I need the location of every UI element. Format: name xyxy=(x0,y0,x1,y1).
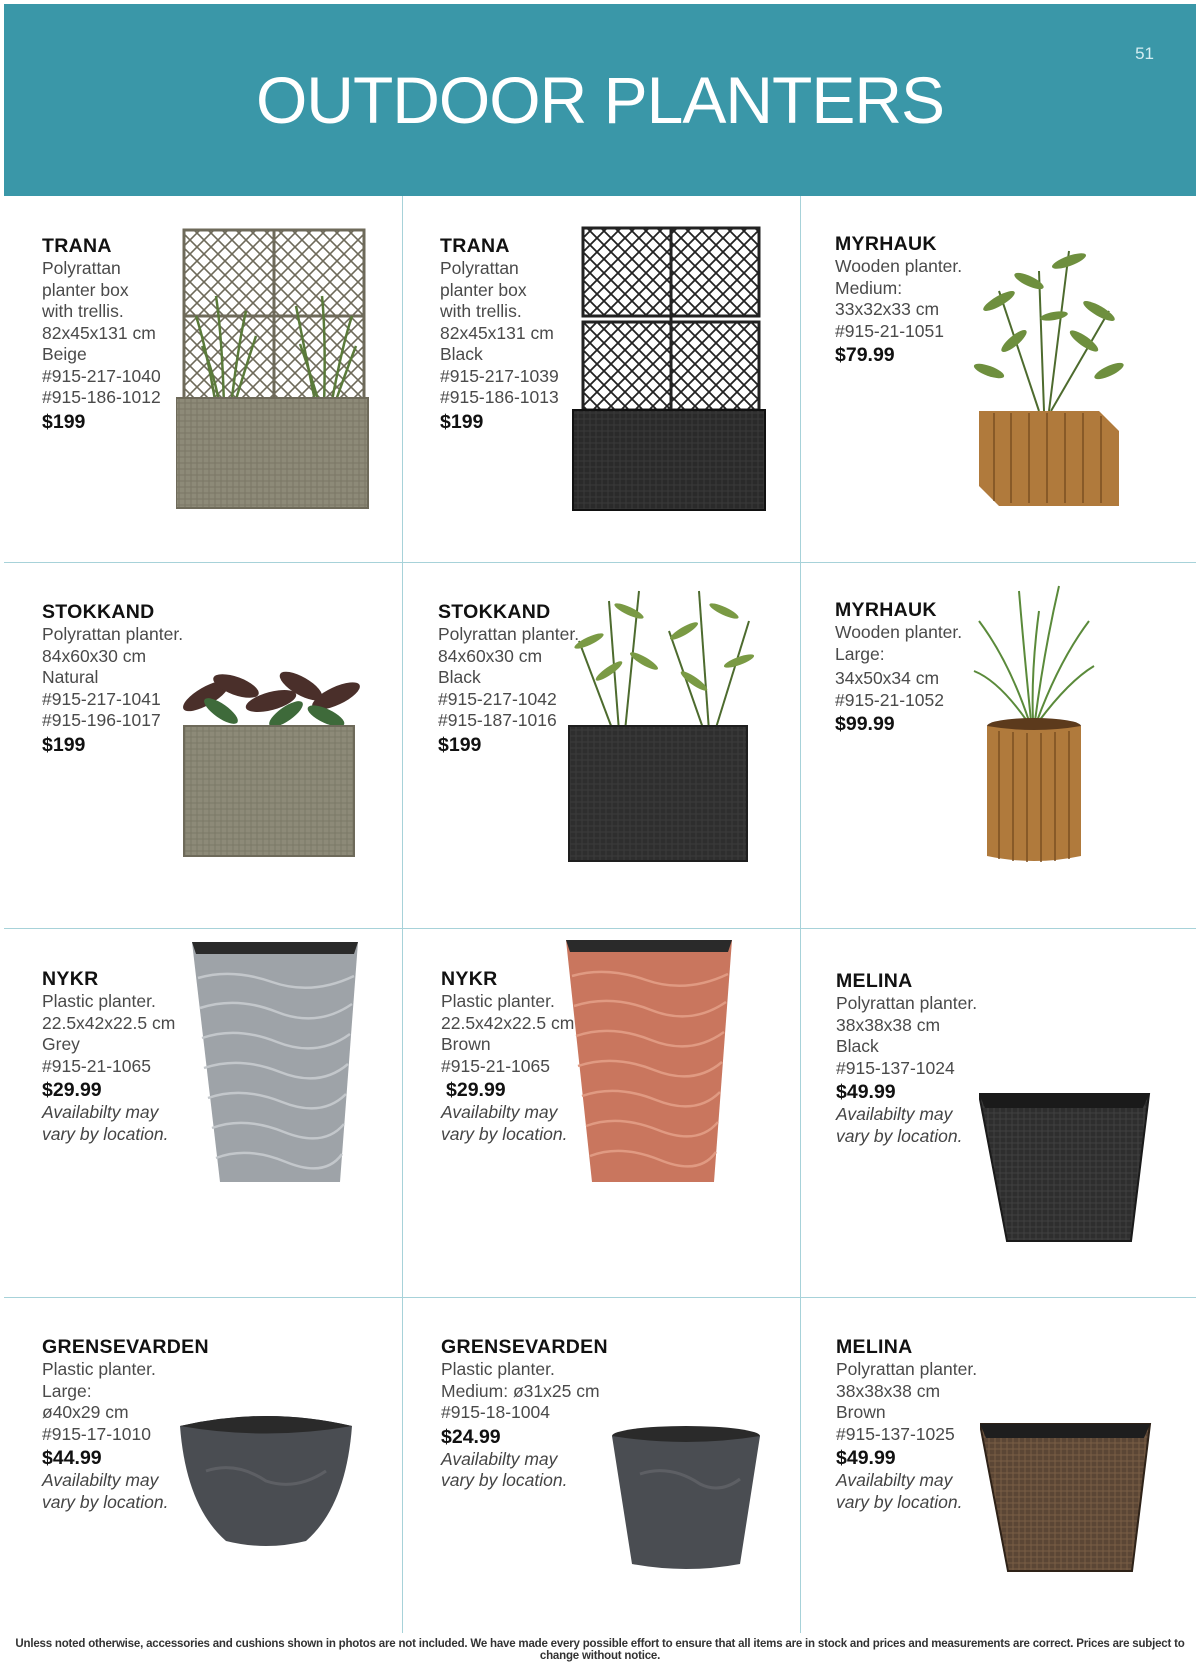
availability-note: Availabilty may xyxy=(836,1104,953,1124)
page-title: OUTDOOR PLANTERS xyxy=(255,63,945,137)
availability-note: Availabilty may xyxy=(42,1102,159,1122)
product-detail: planter box xyxy=(440,279,527,300)
melina-brown-image xyxy=(980,1416,1155,1576)
product-card xyxy=(42,967,175,1145)
product-sku: #915-21-1065 xyxy=(42,1055,151,1076)
product-card xyxy=(836,1335,977,1513)
product-detail: planter box xyxy=(42,279,129,300)
product-name: NYKR xyxy=(42,968,99,990)
product-detail: Brown xyxy=(836,1402,886,1422)
product-detail: Polyrattan planter. xyxy=(836,993,978,1013)
product-detail: Natural xyxy=(42,667,99,687)
product-price: $199 xyxy=(438,733,482,756)
product-sku: #915-137-1024 xyxy=(836,1057,955,1078)
product-detail: with trellis. xyxy=(440,301,522,321)
myrhauk-medium-image xyxy=(959,231,1134,511)
product-sku: #915-187-1016 xyxy=(438,710,557,730)
product-card xyxy=(440,234,559,434)
product-name: NYKR xyxy=(441,968,498,990)
product-card xyxy=(42,234,161,434)
product-price: $49.99 xyxy=(836,1081,896,1103)
availability-note: vary by location. xyxy=(42,1123,169,1144)
product-detail: ø40x29 cm xyxy=(42,1402,129,1422)
product-detail: 34x50x34 cm xyxy=(835,668,940,688)
product-price: $199 xyxy=(42,733,86,756)
availability-note: vary by location. xyxy=(441,1123,568,1144)
stokkand-natural-image xyxy=(176,656,366,866)
product-detail: Beige xyxy=(42,344,87,364)
availability-note: Availabilty may xyxy=(441,1102,558,1122)
myrhauk-large-image xyxy=(969,581,1099,866)
product-detail: Polyrattan planter. xyxy=(42,624,184,644)
product-detail: Black xyxy=(836,1036,879,1056)
product-detail: Polyrattan planter. xyxy=(438,624,580,644)
product-card xyxy=(835,598,962,736)
product-detail: Wooden planter. xyxy=(835,622,963,642)
product-detail: Black xyxy=(438,667,481,687)
grensevarden-medium-image xyxy=(610,1424,762,1574)
column-divider xyxy=(800,196,801,1633)
trana-beige-image xyxy=(176,226,376,516)
availability-note: Availabilty may xyxy=(836,1470,953,1490)
stokkand-black-image xyxy=(549,571,799,866)
availability-note: vary by location. xyxy=(836,1491,963,1512)
product-detail: 84x60x30 cm xyxy=(438,645,543,666)
product-price: $199 xyxy=(42,410,86,433)
product-card xyxy=(438,600,579,757)
product-grid xyxy=(4,196,1196,1633)
product-price: $44.99 xyxy=(42,1447,102,1469)
product-price: $49.99 xyxy=(836,1447,896,1469)
melina-black-image xyxy=(979,1086,1154,1246)
product-card xyxy=(835,232,962,367)
product-detail: Brown xyxy=(441,1034,491,1054)
product-name: MYRHAUK xyxy=(835,233,937,255)
product-sku: #915-217-1042 xyxy=(438,688,557,709)
availability-note: vary by location. xyxy=(836,1125,963,1146)
product-detail: Plastic planter. xyxy=(42,991,156,1011)
row-divider xyxy=(4,1297,1196,1298)
availability-note: vary by location. xyxy=(441,1470,568,1490)
product-detail: with trellis. xyxy=(42,301,124,321)
product-sku: #915-137-1025 xyxy=(836,1423,955,1444)
product-card xyxy=(42,600,183,757)
product-sku: #915-18-1004 xyxy=(441,1402,550,1422)
product-detail: Black xyxy=(440,344,483,364)
page-header xyxy=(4,4,1196,196)
product-sku: #915-196-1017 xyxy=(42,710,161,730)
product-name: MYRHAUK xyxy=(835,599,937,621)
product-detail: Medium: ø31x25 cm xyxy=(441,1380,600,1401)
product-price: $24.99 xyxy=(441,1425,501,1448)
page-number: 51 xyxy=(1135,44,1154,63)
product-detail: Plastic planter. xyxy=(441,991,555,1011)
product-detail: 33x32x33 cm xyxy=(835,299,940,319)
product-sku: #915-217-1041 xyxy=(42,688,161,709)
product-sku: #915-17-1010 xyxy=(42,1423,151,1444)
product-card xyxy=(441,967,574,1145)
product-sku: #915-21-1065 xyxy=(441,1055,550,1076)
product-sku: #915-217-1039 xyxy=(440,365,559,386)
product-detail: Large: xyxy=(835,643,885,664)
product-price: $79.99 xyxy=(835,344,895,366)
product-name: GRENSEVARDEN xyxy=(42,1336,209,1358)
product-detail: Polyrattan xyxy=(42,258,121,278)
product-detail: Plastic planter. xyxy=(42,1359,156,1379)
product-detail: 38x38x38 cm xyxy=(836,1014,941,1035)
nykr-grey-image xyxy=(192,938,362,1188)
product-detail: 38x38x38 cm xyxy=(836,1380,941,1401)
product-price: $29.99 xyxy=(446,1079,506,1101)
product-name: MELINA xyxy=(836,970,913,992)
product-sku: #915-217-1040 xyxy=(42,365,161,386)
availability-note: Availabilty may xyxy=(42,1470,159,1490)
product-detail: Grey xyxy=(42,1034,80,1054)
column-divider xyxy=(402,196,403,1633)
availability-note: vary by location. xyxy=(42,1491,169,1512)
row-divider xyxy=(4,928,1196,929)
product-card xyxy=(441,1335,608,1492)
trana-black-image xyxy=(569,224,769,516)
product-detail: 82x45x131 cm xyxy=(440,322,554,343)
product-detail: 84x60x30 cm xyxy=(42,645,147,666)
product-sku: #915-21-1051 xyxy=(835,320,944,341)
product-detail: 22.5x42x22.5 cm xyxy=(42,1012,176,1033)
nykr-brown-image xyxy=(566,936,736,1188)
product-sku: #915-21-1052 xyxy=(835,689,944,710)
product-name: TRANA xyxy=(440,235,510,257)
row-divider xyxy=(4,562,1196,563)
product-name: TRANA xyxy=(42,235,112,257)
product-detail: Polyrattan xyxy=(440,258,519,278)
product-price: $199 xyxy=(440,410,484,433)
product-name: STOKKAND xyxy=(42,601,155,623)
availability-note: Availabilty may xyxy=(441,1448,558,1469)
product-card xyxy=(836,969,977,1147)
product-card xyxy=(42,1335,209,1513)
product-price: $29.99 xyxy=(42,1079,102,1101)
product-name: STOKKAND xyxy=(438,601,551,623)
product-price: $99.99 xyxy=(835,713,895,735)
product-detail: 82x45x131 cm xyxy=(42,322,156,343)
product-detail: Wooden planter. xyxy=(835,256,963,276)
product-detail: Medium: xyxy=(835,277,903,298)
product-detail: Plastic planter. xyxy=(441,1359,555,1379)
product-detail: 22.5x42x22.5 cm xyxy=(441,1012,575,1033)
product-name: MELINA xyxy=(836,1336,913,1358)
product-sku: #915-186-1012 xyxy=(42,387,161,407)
product-detail: Large: xyxy=(42,1380,92,1401)
product-name: GRENSEVARDEN xyxy=(441,1336,608,1358)
product-sku: #915-186-1013 xyxy=(440,387,559,407)
footer-disclaimer: Unless noted otherwise, accessories and cushions shown in photos are not included. We have made every possible effort to ensure that all items are in stock and prices and measurements are correct. Prices are subject to change without notice. xyxy=(15,1638,1185,1662)
product-detail: Polyrattan planter. xyxy=(836,1359,978,1379)
